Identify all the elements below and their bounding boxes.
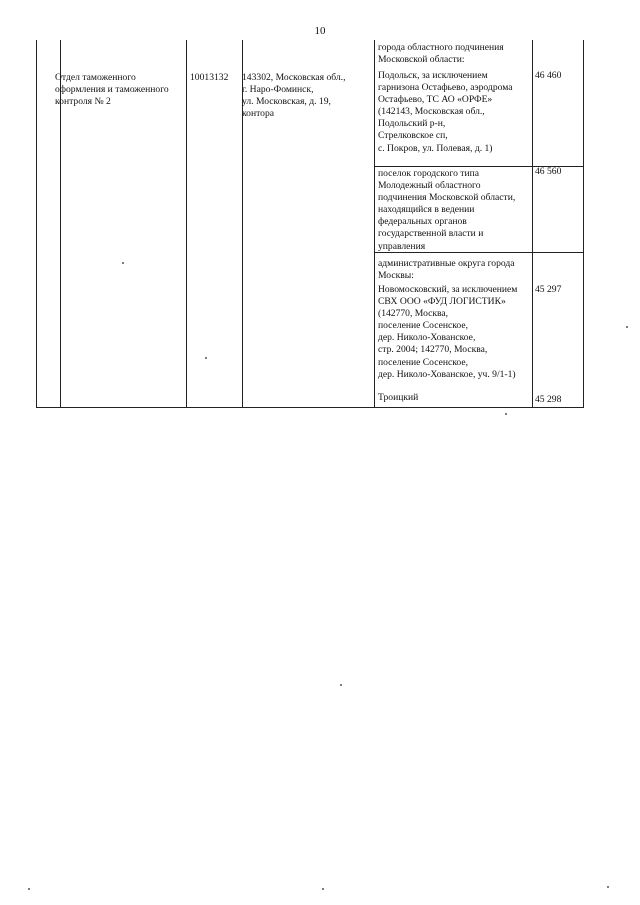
page-number: 10 — [314, 25, 326, 37]
scan-speck — [626, 326, 628, 328]
territory-header-oblast: города областного подчинения Московской области: — [378, 42, 504, 66]
scan-speck — [340, 684, 342, 686]
customs-table — [36, 40, 584, 408]
scan-speck — [505, 413, 507, 415]
column-divider — [186, 40, 187, 408]
column-divider — [374, 40, 375, 408]
department-address: 143302, Московская обл., г. Наро-Фоминск, ул. Московская, д. 19, контора — [242, 72, 346, 120]
territory-novomoskovsky: Новомосковский, за исключением СВХ ООО «ФУД ЛОГИСТИК» (142770, Москва, поселение Сосенское, дер. Николо-Хованское, стр. 2004; 142770, Москва, поселение Сосенское, дер. Николо-Хованское, уч. 9/1-1) — [378, 284, 518, 380]
territory-code-troitsky: 45 298 — [535, 394, 562, 405]
table-border-bottom — [36, 407, 584, 408]
territory-code-novomoskovsky: 45 297 — [535, 284, 562, 295]
table-border-left — [36, 40, 37, 408]
department-code: 10013132 — [190, 72, 229, 83]
territory-podolsk: Подольск, за исключением гарнизона Остафьево, аэродрома Остафьево, ТС АО «ОРФЕ» (142143, Московская обл., Подольский р-н, Стрелковское сп, с. Покров, ул. Полевая, д. 1) — [378, 70, 513, 154]
scan-speck — [28, 888, 30, 890]
table-border-right — [583, 40, 584, 408]
territory-molodezhny: поселок городского типа Молодежный областного подчинения Московской области, находящийся в ведении федеральных органов государственной власти и управления — [378, 168, 516, 252]
department-name: Отдел таможенного оформления и таможенного контроля № 2 — [55, 72, 169, 108]
territory-troitsky: Троицкий — [378, 392, 419, 403]
territory-header-moscow: административные округа города Москвы: — [378, 258, 515, 282]
territory-code-molodezhny: 46 560 — [535, 166, 562, 177]
scan-speck — [205, 357, 207, 359]
scan-speck — [322, 888, 324, 890]
scan-speck — [122, 262, 124, 264]
scan-speck — [607, 886, 609, 888]
territory-code-podolsk: 46 460 — [535, 70, 562, 81]
